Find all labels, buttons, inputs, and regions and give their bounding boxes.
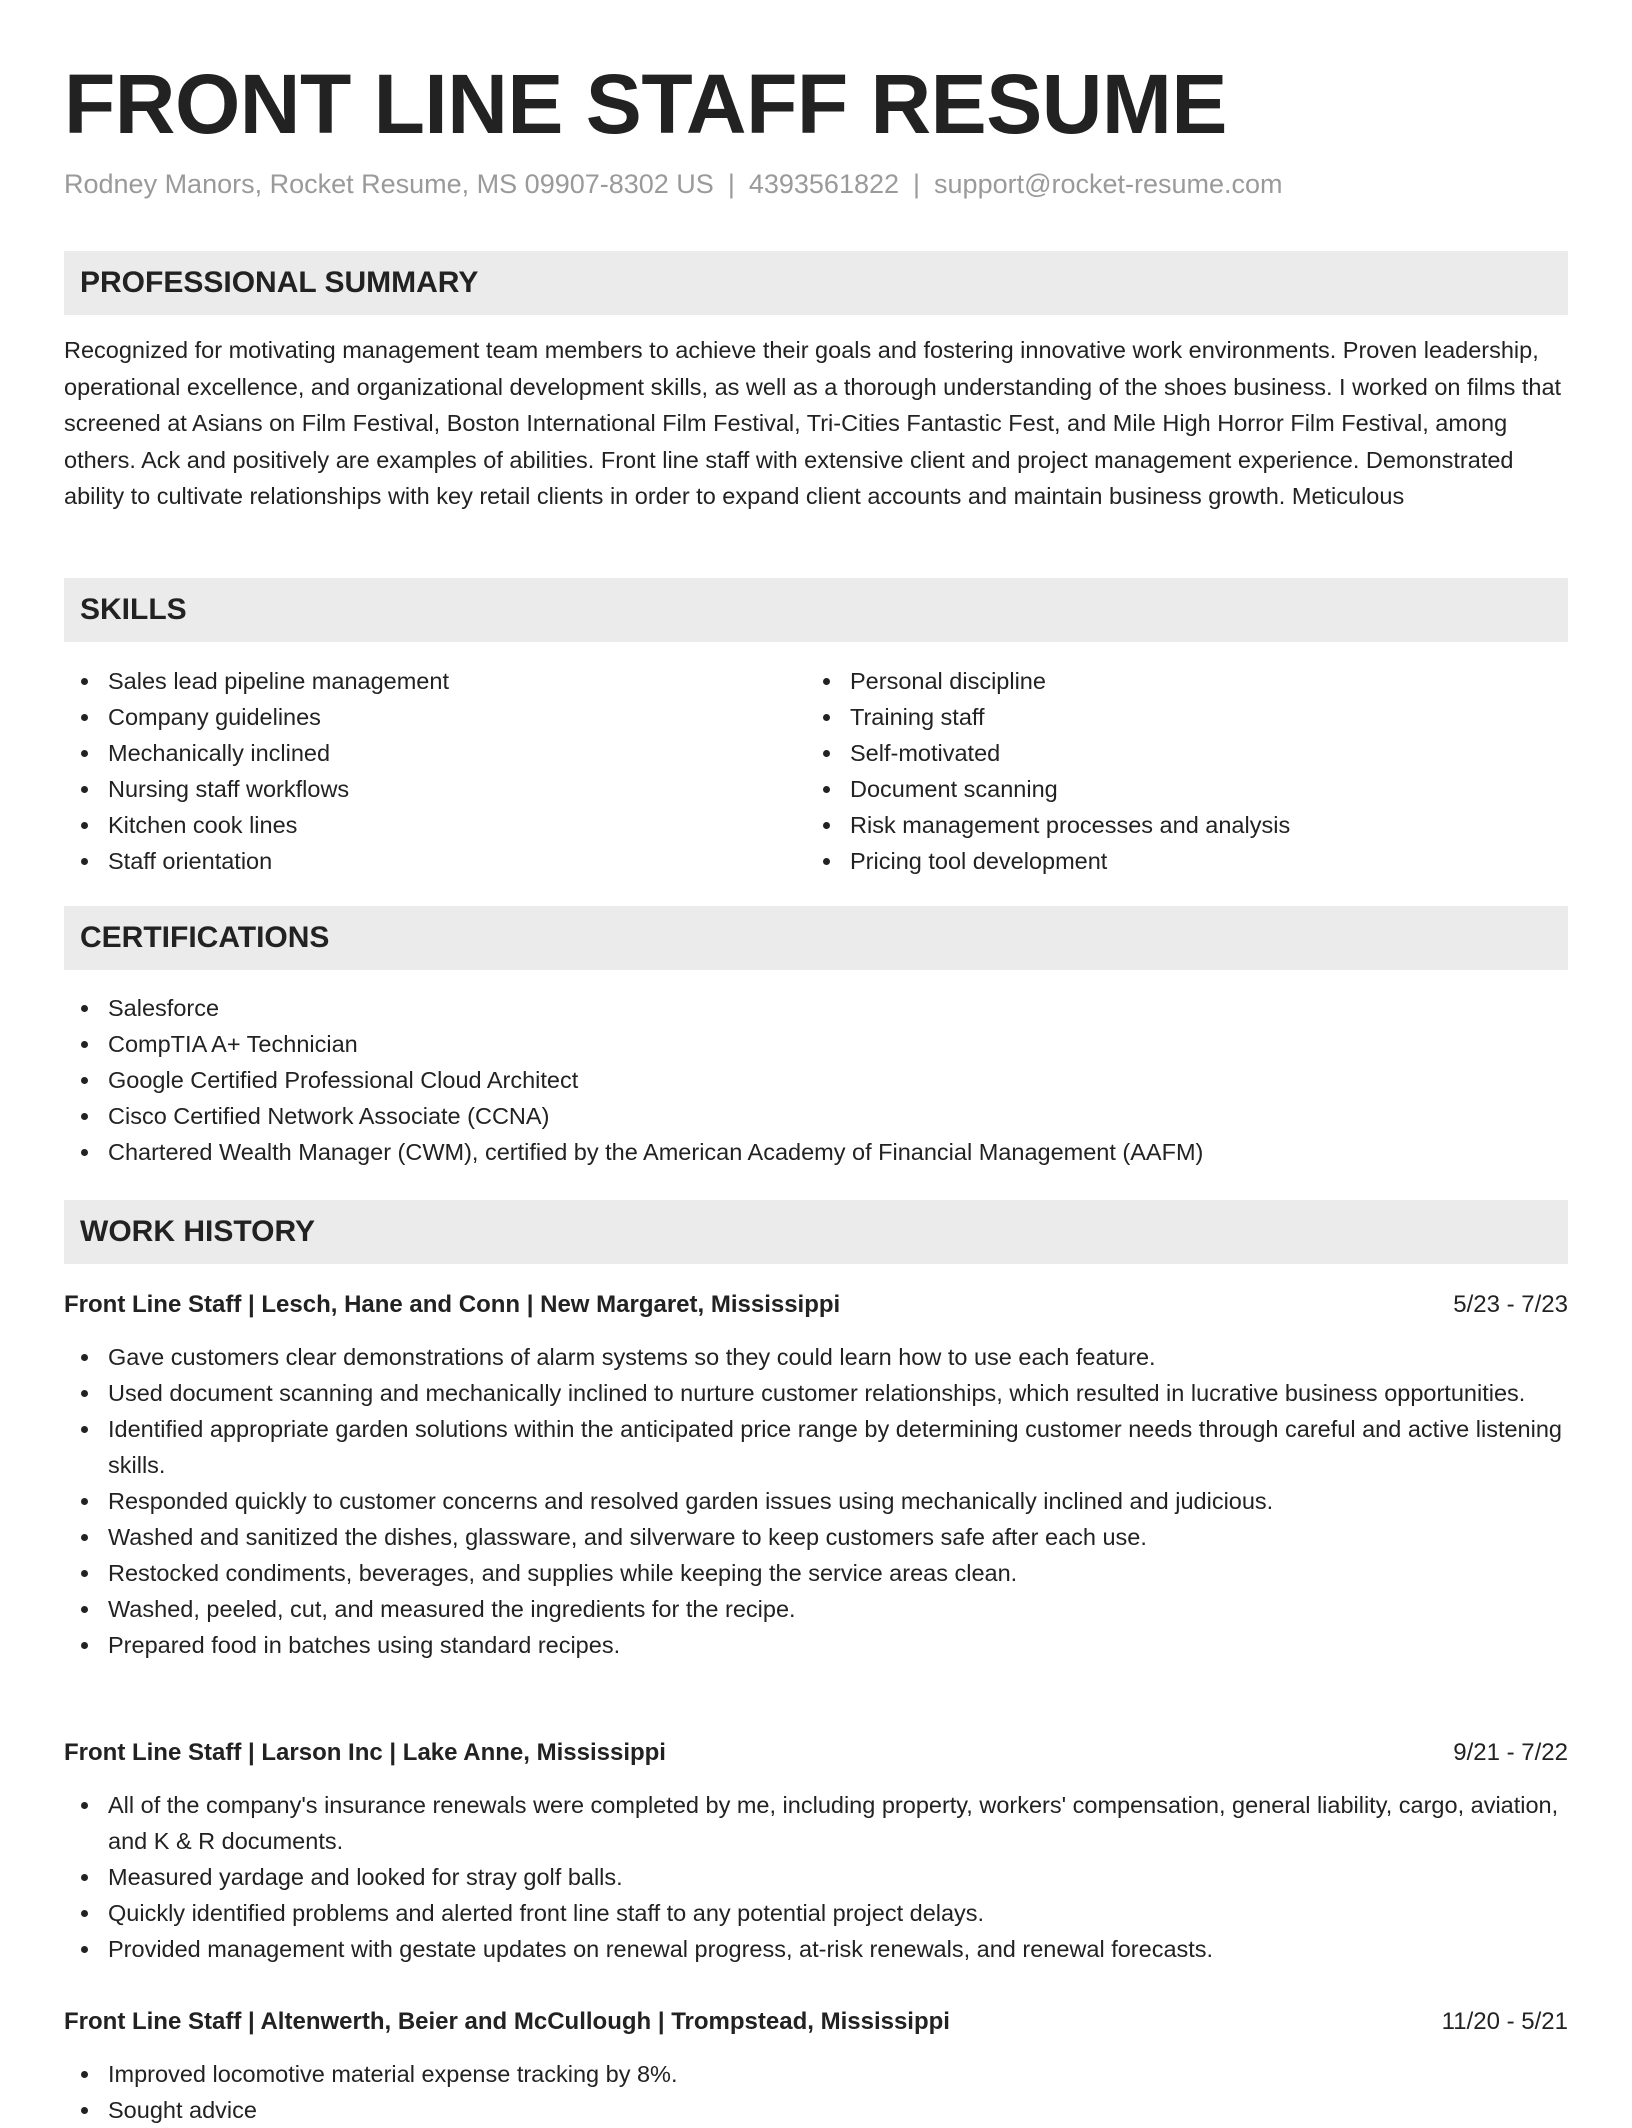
job-dates: 9/21 - 7/22 xyxy=(1453,1739,1568,1766)
certification-item: Salesforce xyxy=(64,990,1568,1026)
skill-item: Staff orientation xyxy=(64,843,804,879)
certifications-section-header xyxy=(64,906,1568,970)
skills-list-right xyxy=(806,663,1546,879)
contact-phone: 4393561822 xyxy=(748,169,900,199)
job-dates: 11/20 - 5/21 xyxy=(1441,2008,1568,2035)
job-bullet: Washed, peeled, cut, and measured the ingredients for the recipe. xyxy=(64,1591,1568,1627)
skills-list-left xyxy=(64,663,804,879)
certifications-list xyxy=(64,990,1568,1170)
resume-title: FRONT LINE STAFF RESUME xyxy=(64,57,1227,151)
job-title: Front Line Staff | Altenwerth, Beier and McCullough | Trompstead, Mississippi xyxy=(64,2008,950,2035)
job-bullet: Used document scanning and mechanically inclined to nurture customer relationships, which resulted in lucrative business opportunities. xyxy=(64,1375,1568,1411)
job-bullets xyxy=(64,1787,1568,1967)
contact-line xyxy=(64,164,1283,204)
job-bullet: Restocked condiments, beverages, and supplies while keeping the service areas clean. xyxy=(64,1555,1568,1591)
job-title: Front Line Staff | Larson Inc | Lake Anne, Mississippi xyxy=(64,1739,666,1766)
skill-item: Personal discipline xyxy=(806,663,1546,699)
job-bullet: Gave customers clear demonstrations of alarm systems so they could learn how to use each feature. xyxy=(64,1339,1568,1375)
skill-item: Mechanically inclined xyxy=(64,735,804,771)
job-bullet: Improved locomotive material expense tracking by 8%. xyxy=(64,2056,1568,2092)
skill-item: Nursing staff workflows xyxy=(64,771,804,807)
job-bullets xyxy=(64,2056,1568,2128)
contact-email: support@rocket-resume.com xyxy=(934,169,1283,199)
job-bullet: Quickly identified problems and alerted front line staff to any potential project delays. xyxy=(64,1895,1568,1931)
contact-separator: | xyxy=(913,169,921,199)
job-bullet: Measured yardage and looked for stray golf balls. xyxy=(64,1859,1568,1895)
skill-item: Sales lead pipeline management xyxy=(64,663,804,699)
work-history-heading: WORK HISTORY xyxy=(80,1215,316,1248)
skill-item: Training staff xyxy=(806,699,1546,735)
skill-item: Company guidelines xyxy=(64,699,804,735)
certification-item: Cisco Certified Network Associate (CCNA) xyxy=(64,1098,1568,1134)
job-bullet: Sought advice xyxy=(64,2092,1568,2128)
work-history-section-header xyxy=(64,1200,1568,1264)
job-entry xyxy=(64,1287,1568,1663)
skills-heading: SKILLS xyxy=(80,593,187,626)
job-bullet: Provided management with gestate updates on renewal progress, at-risk renewals, and renewal forecasts. xyxy=(64,1931,1568,1967)
job-entry xyxy=(64,1735,1568,1967)
skill-item: Document scanning xyxy=(806,771,1546,807)
skill-item: Risk management processes and analysis xyxy=(806,807,1546,843)
job-header xyxy=(64,1735,1568,1771)
skill-item: Kitchen cook lines xyxy=(64,807,804,843)
job-bullet: Washed and sanitized the dishes, glassware, and silverware to keep customers safe after each use. xyxy=(64,1519,1568,1555)
job-title: Front Line Staff | Lesch, Hane and Conn | New Margaret, Mississippi xyxy=(64,1291,841,1318)
job-bullet: Identified appropriate garden solutions within the anticipated price range by determining customer needs through careful and active listening skills. xyxy=(64,1411,1568,1483)
summary-heading: PROFESSIONAL SUMMARY xyxy=(80,266,479,299)
summary-text: Recognized for motivating management team members to achieve their goals and fostering innovative work environments. Proven leadership, operational excellence, and organizational development skills, as well as a thorough understanding of the shoes business. I worked on films that screened at Asians on Film Festival, Boston International Film Festival, Tri-Cities Fantastic Fest, and Mile High Horror Film Festival, among others. Ack and positively are examples of abilities. Front line staff with extensive client and project management experience. Demonstrated ability to cultivate relationships with key retail clients in order to expand client accounts and maintain business growth. Meticulous xyxy=(64,337,1562,509)
certification-item: Chartered Wealth Manager (CWM), certified by the American Academy of Financial Management (AAFM) xyxy=(64,1134,1568,1170)
job-bullet: Responded quickly to customer concerns and resolved garden issues using mechanically inclined and judicious. xyxy=(64,1483,1568,1519)
certifications-heading: CERTIFICATIONS xyxy=(80,921,330,954)
skill-item: Self-motivated xyxy=(806,735,1546,771)
job-bullet: All of the company's insurance renewals were completed by me, including property, workers' compensation, general liability, cargo, aviation, and K & R documents. xyxy=(64,1787,1568,1859)
job-dates: 5/23 - 7/23 xyxy=(1453,1291,1568,1318)
contact-separator: | xyxy=(727,169,735,199)
skill-item: Pricing tool development xyxy=(806,843,1546,879)
job-header xyxy=(64,2004,1568,2040)
skills-section-header xyxy=(64,578,1568,642)
summary-section-header xyxy=(64,251,1568,315)
job-entry xyxy=(64,2004,1568,2128)
certification-item: CompTIA A+ Technician xyxy=(64,1026,1568,1062)
job-bullet: Prepared food in batches using standard recipes. xyxy=(64,1627,1568,1663)
job-bullets xyxy=(64,1339,1568,1663)
contact-address: Rodney Manors, Rocket Resume, MS 09907-8302 US xyxy=(64,169,714,199)
job-header xyxy=(64,1287,1568,1323)
certification-item: Google Certified Professional Cloud Architect xyxy=(64,1062,1568,1098)
